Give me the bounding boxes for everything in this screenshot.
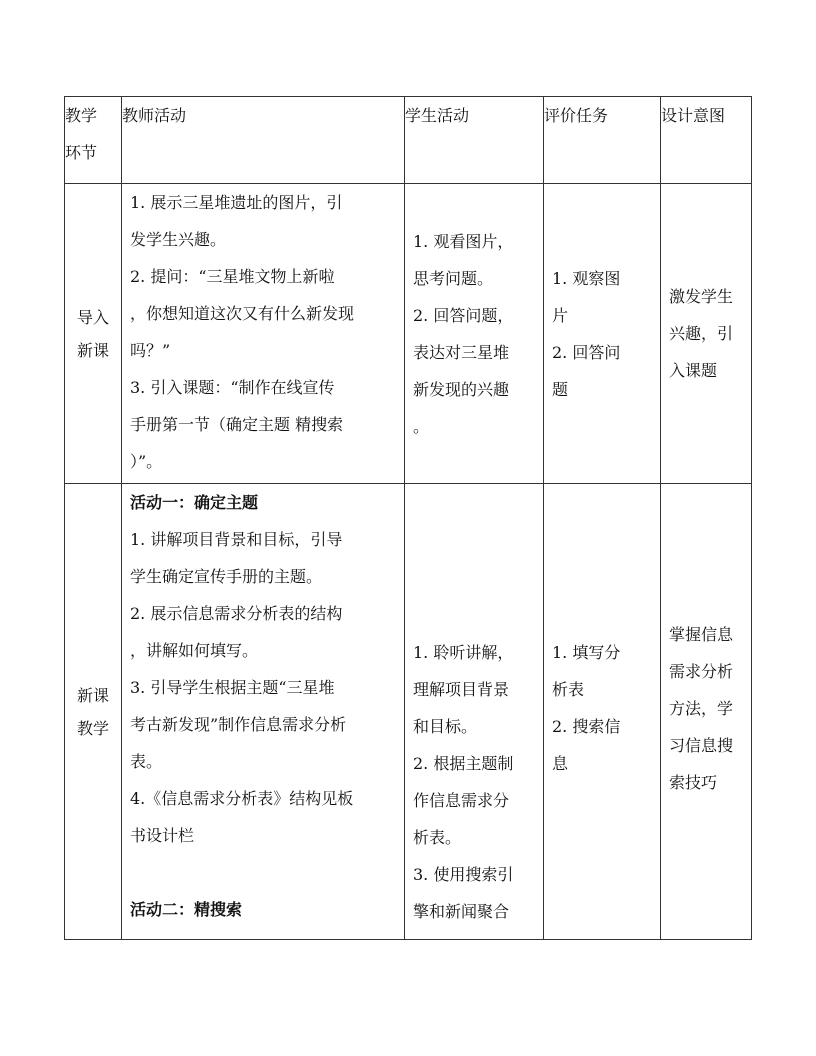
cell-text-line: 手册第一节（确定主题 精搜索 xyxy=(130,415,344,434)
cell-text-line: 擎和新闻聚合 xyxy=(413,902,510,921)
teacher-activity-cell xyxy=(122,184,405,484)
cell-text-line: 1. 聆听讲解， xyxy=(413,643,514,662)
header-stage-line: 教学 xyxy=(65,106,98,125)
header-stage xyxy=(65,97,122,184)
cell-text-line: 活动一：确定主题 xyxy=(130,493,259,512)
cell-text-line: 发学生兴趣。 xyxy=(130,230,227,249)
cell-text-line: 表达对三星堆 xyxy=(413,342,510,362)
stage-line: 新课 xyxy=(76,340,109,360)
cell-text-line: 1. 观看图片， xyxy=(413,231,514,251)
cell-text-line: 活动二：精搜索 xyxy=(130,900,243,919)
cell-text-line: 作信息需求分 xyxy=(413,791,510,810)
cell-text-line: 1. 填写分 xyxy=(552,643,621,662)
header-teacher-activity: 教师活动 xyxy=(122,97,405,184)
cell-text-line: 1. 讲解项目背景和目标，引导 xyxy=(130,530,343,549)
stage-line: 导入 xyxy=(76,307,109,327)
cell-text-line: 激发学生 xyxy=(669,287,734,306)
cell-text-line: 3. 引导学生根据主题“三星堆 xyxy=(130,678,335,697)
cell-text-line: 掌握信息 xyxy=(669,625,734,644)
evaluation-task-cell xyxy=(544,484,661,940)
cell-text-line: 书设计栏 xyxy=(130,826,195,845)
cell-text-line: 1. 展示三星堆遗址的图片，引 xyxy=(130,193,343,212)
student-activity-cell xyxy=(405,484,544,940)
cell-text-line: 考古新发现”制作信息需求分析 xyxy=(130,715,347,734)
cell-text-line: 理解项目背景 xyxy=(413,680,510,699)
cell-text-line: 2. 搜索信 xyxy=(552,717,621,736)
stage-line: 新课 xyxy=(76,685,109,705)
cell-text-line: 2. 回答问 xyxy=(552,342,621,362)
cell-text-line: 习信息搜 xyxy=(669,736,734,755)
header-row xyxy=(65,97,752,184)
header-design-intent: 设计意图 xyxy=(661,97,752,184)
stage-line: 教学 xyxy=(76,718,109,738)
cell-text-line: 需求分析 xyxy=(669,662,734,681)
cell-text-line: 2. 根据主题制 xyxy=(413,754,514,773)
cell-text-line: 片 xyxy=(552,305,569,325)
cell-text-line: 3. 使用搜索引 xyxy=(413,865,514,884)
cell-text-line: ，你想知道这次又有什么新发现 xyxy=(130,304,355,323)
stage-cell xyxy=(65,484,122,940)
cell-text-line: 4.《信息需求分析表》结构见板 xyxy=(130,789,354,808)
cell-text-line: 新发现的兴趣 xyxy=(413,379,510,399)
design-intent-cell xyxy=(661,184,752,484)
header-stage-line: 环节 xyxy=(65,143,98,162)
student-activity-cell xyxy=(405,184,544,484)
design-intent-cell xyxy=(661,484,752,940)
stage-cell xyxy=(65,184,122,484)
cell-text-line: 表。 xyxy=(130,752,163,771)
cell-text-line: 题 xyxy=(552,379,569,399)
table-row xyxy=(65,184,752,484)
cell-text-line: 吗？” xyxy=(130,341,171,360)
cell-text-line: 析表。 xyxy=(413,828,462,847)
cell-text-line: 1. 观察图 xyxy=(552,268,621,288)
cell-text-line: 和目标。 xyxy=(413,717,478,736)
cell-text-line xyxy=(130,854,396,891)
cell-text-line: 学生确定宣传手册的主题。 xyxy=(130,567,323,586)
evaluation-task-cell xyxy=(544,184,661,484)
cell-text-line: ）”。 xyxy=(130,452,163,471)
cell-text-line: 2. 回答问题， xyxy=(413,305,514,325)
cell-text-line: 2. 展示信息需求分析表的结构 xyxy=(130,604,343,623)
cell-text-line: 息 xyxy=(552,754,569,773)
cell-text-line: ，讲解如何填写。 xyxy=(130,641,259,660)
lesson-plan-table xyxy=(64,96,752,940)
cell-text-line: 入课题 xyxy=(669,361,718,380)
cell-text-line: 3. 引入课题：“制作在线宣传 xyxy=(130,378,335,397)
cell-text-line: 思考问题。 xyxy=(413,268,494,288)
header-student-activity: 学生活动 xyxy=(405,97,544,184)
cell-text-line: 析表 xyxy=(552,680,585,699)
cell-text-line: 方法，学 xyxy=(669,699,734,718)
cell-text-line: 2. 提问：“三星堆文物上新啦 xyxy=(130,267,335,286)
teacher-activity-cell xyxy=(122,484,405,940)
header-evaluation-task: 评价任务 xyxy=(544,97,661,184)
cell-text-line: 兴趣，引 xyxy=(669,324,734,343)
table-row xyxy=(65,484,752,940)
cell-text-line: 索技巧 xyxy=(669,773,718,792)
cell-text-line: 。 xyxy=(413,416,430,436)
